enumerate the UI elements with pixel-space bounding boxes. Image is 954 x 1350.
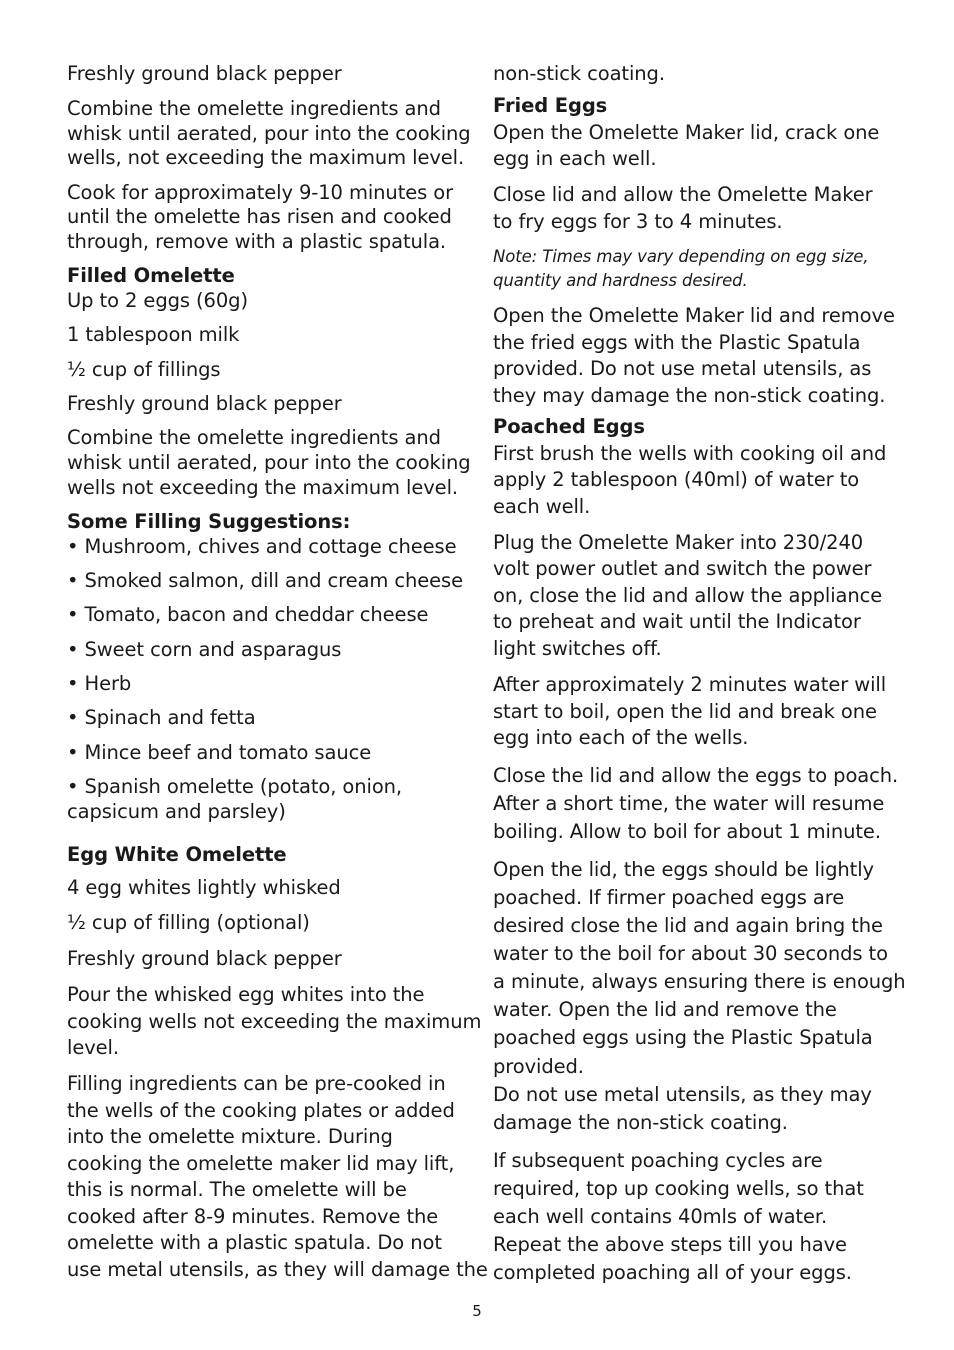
text-line: Do not use metal utensils, as they may — [493, 1083, 872, 1106]
text-line: start to boil, open the lid and break one — [493, 700, 877, 723]
text-line: Combine the omelette ingredients and — [67, 426, 441, 449]
text-line: Repeat the above steps till you have — [493, 1233, 847, 1256]
text-line: provided. Do not use metal utensils, as — [493, 357, 872, 380]
text-line: 4 egg whites lightly whisked — [67, 876, 341, 899]
list-item: • Spinach and fetta — [67, 706, 256, 729]
section-heading: Some Filling Suggestions: — [67, 510, 351, 533]
text-line: Plug the Omelette Maker into 230/240 — [493, 531, 864, 554]
list-item: • Tomato, bacon and cheddar cheese — [67, 603, 429, 626]
text-line: through, remove with a plastic spatula. — [67, 230, 447, 253]
text-line: 1 tablespoon milk — [67, 323, 240, 346]
text-line: Freshly ground black pepper — [67, 392, 342, 415]
text-line: Close the lid and allow the eggs to poach. — [493, 764, 899, 787]
text-line: to preheat and wait until the Indicator — [493, 610, 861, 633]
list-item: • Smoked salmon, dill and cream cheese — [67, 569, 463, 592]
text-line: cooking the omelette maker lid may lift, — [67, 1152, 455, 1175]
text-line: egg into each of the wells. — [493, 726, 749, 749]
text-line: use metal utensils, as they will damage the — [67, 1258, 488, 1281]
list-item: • Herb — [67, 672, 132, 695]
text-line: Open the lid, the eggs should be lightly — [493, 858, 874, 881]
text-line: whisk until aerated, pour into the cooking — [67, 122, 471, 145]
text-line: the wells of the cooking plates or added — [67, 1099, 455, 1122]
text-line: non-stick coating. — [493, 62, 665, 85]
text-line: Freshly ground black pepper — [67, 947, 342, 970]
section-heading: Poached Eggs — [493, 415, 645, 438]
text-line: to fry eggs for 3 to 4 minutes. — [493, 210, 783, 233]
text-line: Up to 2 eggs (60g) — [67, 289, 248, 312]
text-line: wells not exceeding the maximum level. — [67, 476, 458, 499]
text-line: desired close the lid and again bring the — [493, 914, 883, 937]
page-number: 5 — [472, 1302, 482, 1320]
text-line: boiling. Allow to boil for about 1 minute. — [493, 820, 881, 843]
text-line: volt power outlet and switch the power — [493, 557, 872, 580]
section-heading: Filled Omelette — [67, 264, 235, 287]
text-line: Freshly ground black pepper — [67, 62, 342, 85]
text-line: After a short time, the water will resume — [493, 792, 885, 815]
text-line: Filling ingredients can be pre-cooked in — [67, 1072, 446, 1095]
text-line: First brush the wells with cooking oil and — [493, 442, 887, 465]
section-heading: Egg White Omelette — [67, 843, 287, 866]
text-line: Open the Omelette Maker lid and remove — [493, 304, 895, 327]
text-line: water. Open the lid and remove the — [493, 998, 837, 1021]
text-line: water to the boil for about 30 seconds to — [493, 942, 888, 965]
text-line: Close lid and allow the Omelette Maker — [493, 183, 873, 206]
note-line: Note: Times may vary depending on egg size, — [493, 247, 869, 266]
text-line: required, top up cooking wells, so that — [493, 1177, 864, 1200]
text-line: egg in each well. — [493, 147, 657, 170]
text-line: ½ cup of fillings — [67, 358, 221, 381]
text-line: If subsequent poaching cycles are — [493, 1149, 823, 1172]
text-line: poached. If firmer poached eggs are — [493, 886, 845, 909]
text-line: omelette with a plastic spatula. Do not — [67, 1231, 442, 1254]
text-line: a minute, always ensuring there is enough — [493, 970, 906, 993]
text-line: cooking wells not exceeding the maximum — [67, 1010, 482, 1033]
text-line: Pour the whisked egg whites into the — [67, 983, 425, 1006]
text-line: into the omelette mixture. During — [67, 1125, 393, 1148]
list-item-continued: capsicum and parsley) — [67, 800, 286, 823]
section-heading: Fried Eggs — [493, 94, 608, 117]
text-line: cooked after 8-9 minutes. Remove the — [67, 1205, 439, 1228]
list-item: • Mushroom, chives and cottage cheese — [67, 535, 457, 558]
text-line: damage the non-stick coating. — [493, 1111, 788, 1134]
list-item: • Sweet corn and asparagus — [67, 638, 342, 661]
text-line: this is normal. The omelette will be — [67, 1178, 407, 1201]
list-item: • Spanish omelette (potato, onion, — [67, 775, 403, 798]
text-line: wells, not exceeding the maximum level. — [67, 146, 465, 169]
text-line: each well. — [493, 495, 591, 518]
text-line: provided. — [493, 1055, 584, 1078]
text-line: Cook for approximately 9-10 minutes or — [67, 181, 454, 204]
text-line: ½ cup of filling (optional) — [67, 911, 310, 934]
text-line: completed poaching all of your eggs. — [493, 1261, 852, 1284]
text-line: apply 2 tablespoon (40ml) of water to — [493, 468, 860, 491]
list-item: • Mince beef and tomato sauce — [67, 741, 372, 764]
text-line: light switches off. — [493, 637, 662, 660]
note-line: quantity and hardness desired. — [493, 271, 748, 290]
text-line: Combine the omelette ingredients and — [67, 97, 441, 120]
text-line: the fried eggs with the Plastic Spatula — [493, 331, 861, 354]
text-line: whisk until aerated, pour into the cooking — [67, 451, 471, 474]
text-line: until the omelette has risen and cooked — [67, 205, 452, 228]
text-line: poached eggs using the Plastic Spatula — [493, 1026, 873, 1049]
text-line: they may damage the non-stick coating. — [493, 384, 886, 407]
text-line: on, close the lid and allow the appliance — [493, 584, 883, 607]
text-line: each well contains 40mls of water. — [493, 1205, 828, 1228]
text-line: After approximately 2 minutes water will — [493, 673, 887, 696]
text-line: Open the Omelette Maker lid, crack one — [493, 121, 880, 144]
text-line: level. — [67, 1036, 119, 1059]
